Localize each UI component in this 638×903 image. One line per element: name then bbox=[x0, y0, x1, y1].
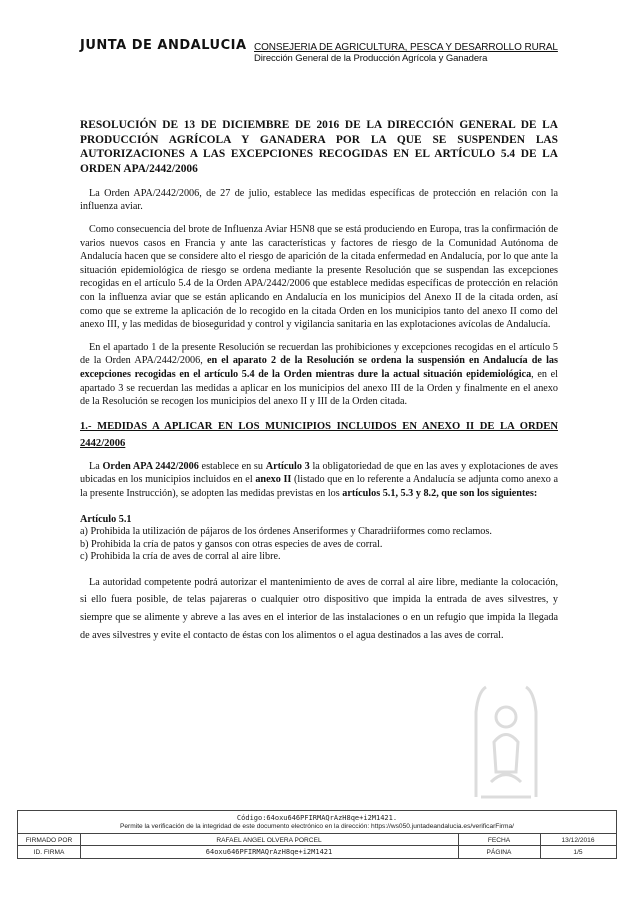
p4-text-g: (listado que en lo referente a Andalucía se adjunta como anexo a la presente Instrucción), se adopten las medidas previstas en los bbox=[80, 474, 558, 499]
paragraph-3-text-a: En el apartado 1 de la presente Resolución se recuerdan las prohibiciones y excepciones recogidas en el artículo 5 de la Orden APA/2442/2006, bbox=[80, 341, 558, 367]
document-title: RESOLUCIÓN DE 13 DE DICIEMBRE DE 2016 DE LA DIRECCIÓN GENERAL DE LA PRODUCCIÓN AGRÍCOLA Y GANADERA POR LA QUE SE SUSPENDEN LAS AUTORIZACIONES A LAS EXCEPCIONES RECOGIDAS EN EL ARTÍCULO 5.4 DE LA ORDEN APA/2442/2006 bbox=[80, 119, 558, 176]
department-name: CONSEJERIA DE AGRICULTURA, PESCA Y DESARROLLO RURAL bbox=[254, 42, 558, 53]
signer-name: RAFAEL ANGEL OLVERA PORCEL bbox=[80, 834, 459, 847]
signature-id: 64oxu646PFIRMAQrAzH8qe+i2M1421 bbox=[80, 846, 459, 859]
directorate-name: Dirección General de la Producción Agrícola y Ganadera bbox=[254, 53, 488, 64]
p4-text-a: La bbox=[89, 460, 103, 472]
paragraph-1: La Orden APA/2442/2006, de 27 de julio, establece las medidas específicas de protección en relación con la influenza aviar. bbox=[80, 187, 558, 213]
paragraph-5: La autoridad competente podrá autorizar el mantenimiento de aves de corral al aire libre, mediante la colocación, si ello fuera posible, de telas pajareras o cualquier otro dispositivo que impida la entrada de aves silvestres, y siempre que se alimente y abreve a las aves en el interior de las instalaciones o en un refugio que impida la llegada de aves silvestres y evite el contacto de éstas con los alimentos o el agua destinados a las aves de corral. bbox=[80, 576, 558, 641]
article-item: a) Prohibida la utilización de pájaros de los órdenes Anseriformes y Charadriiformes como reclamos. bbox=[80, 526, 492, 538]
header-department-block bbox=[254, 42, 558, 64]
paragraph-4 bbox=[80, 460, 558, 501]
page-label: PÁGINA bbox=[458, 846, 541, 859]
verification-url-text: Permite la verificación de la integridad de este documento electrónico en la dirección: https://ws050.juntadeandalucia.es/verificarFirma/ bbox=[119, 823, 514, 830]
p4-text-e: la obligatoriedad de que en las aves y explotaciones de aves ubicadas en los municipios incluidos en el bbox=[80, 460, 559, 486]
signature-date: 13/12/2016 bbox=[561, 837, 595, 844]
footer-row-id bbox=[18, 845, 616, 859]
p4-bold-annex: anexo II bbox=[255, 474, 292, 486]
document-body bbox=[80, 118, 558, 653]
p4-bold-article: Artículo 3 bbox=[265, 460, 310, 472]
page-number: 1/5 bbox=[573, 849, 583, 856]
p4-bold-articles: artículos 5.1, 5.3 y 8.2, que son los siguientes: bbox=[342, 487, 538, 499]
signature-footer bbox=[17, 810, 617, 859]
paragraph-2: Como consecuencia del brote de Influenza Aviar H5N8 que se está produciendo en Europa, tras la confirmación de varios nuevos casos en Francia y ante las características y factores de riesgo de la Comunidad Autónoma de Andalucía hacen que se considere alto el riesgo de aparición de la citada enfermedad en Andalucía, por lo que ante la situación epidemiológica de riesgo se ordena mediante la presente Resolución que se suspendan las excepciones recogidas en el artículo 5.4 de la Orden APA/2442/2006 que establece medidas específicas de protección en relación con la influenza aviar que se están aplicando en Andalucía en los municipios del Anexo II de la citada orden, así como que se extreme la aplicación de lo recogido en la citada Orden en los municipios tanto del anexo II como del anexo III, y las medidas de bioseguridad y control y vigilancia sanitaria en las explotaciones avícolas de Andalucía. bbox=[80, 224, 558, 331]
section-1-title: 1.- MEDIDAS A APLICAR EN LOS MUNICIPIOS INCLUIDOS EN ANEXO II DE LA ORDEN 2442/2006 bbox=[80, 420, 558, 449]
header-brand: JUNTA DE ANDALUCIA bbox=[80, 38, 247, 53]
p4-bold-order: Orden APA 2442/2006 bbox=[102, 460, 199, 472]
verification-code: Código:64oxu646PFIRMAQrAzH8qe+i2M1421. bbox=[236, 814, 398, 822]
p4-text-c: establece en su bbox=[198, 460, 266, 472]
article-item: c) Prohibida la cría de aves de corral al aire libre. bbox=[80, 551, 281, 563]
article-item: b) Prohibida la cría de patos y gansos con otras especies de aves de corral. bbox=[80, 538, 383, 550]
signed-by-label: FIRMADO POR bbox=[18, 834, 81, 847]
article-items bbox=[80, 526, 558, 564]
article-title: Artículo 5.1 bbox=[80, 513, 132, 525]
paragraph-3-text-c: , en el apartado 3 se recuerdan las medidas a aplicar en los municipios del anexo III de la Orden y finalmente en el anexo de la Resolución se recogen los municipios del anexo II y III de la Orden citada. bbox=[80, 368, 558, 408]
paragraph-3-bold: en el aparato 2 de la Resolución se ordena la suspensión en Andalucía de las excepciones recogidas en el artículo 5.4 de la Orden mientras dure la actual situación epidemiológica bbox=[80, 355, 558, 380]
signature-id-label: ID. FIRMA bbox=[18, 846, 81, 859]
date-label: FECHA bbox=[458, 834, 541, 847]
watermark-emblem-icon bbox=[466, 672, 546, 802]
paragraph-3 bbox=[80, 341, 558, 409]
